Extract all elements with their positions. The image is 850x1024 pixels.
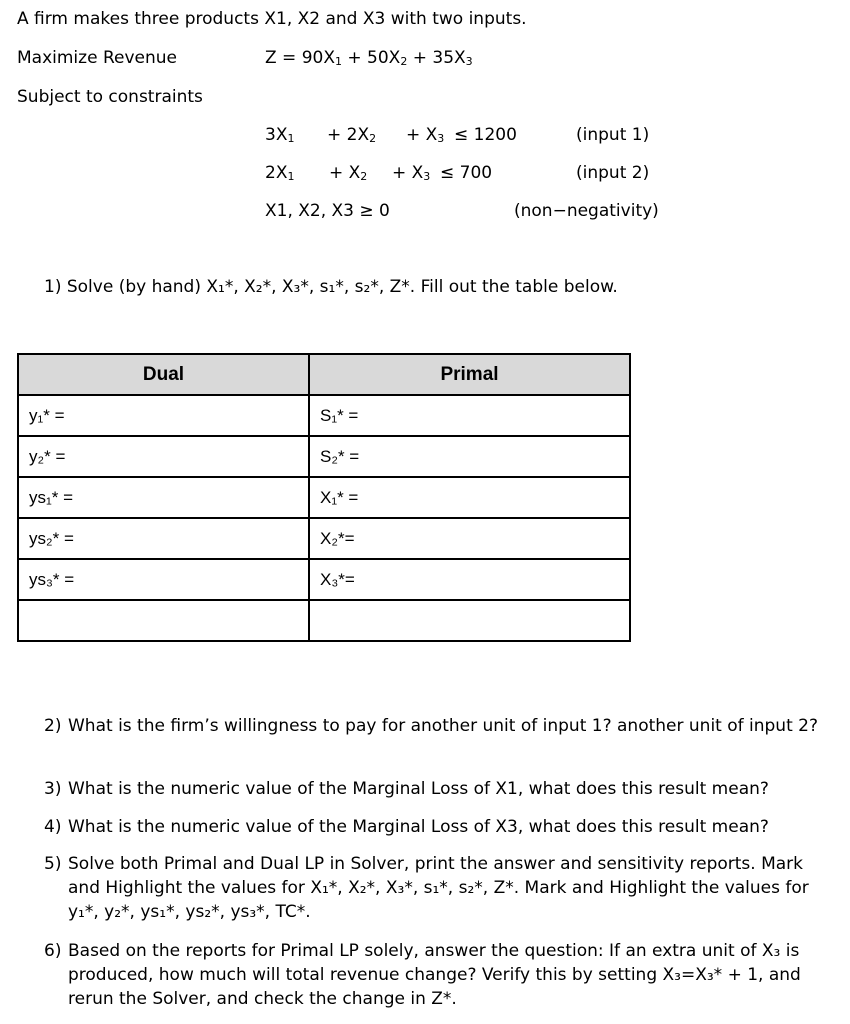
constraint-1-rhs: ≤ 1200 xyxy=(454,125,517,145)
constraint-2-term-a: $2X_1$ xyxy=(265,163,295,183)
table-row xyxy=(18,600,630,641)
table-row xyxy=(18,477,630,518)
nonnegativity-constraint: X1, X2, X3 ≥ 0 xyxy=(265,201,390,221)
constraint-1-term-b: + $2X_2$ xyxy=(327,125,377,145)
question-4 xyxy=(44,815,834,839)
question-number: 4) xyxy=(44,817,62,837)
question-number: 5) xyxy=(44,854,62,874)
primal-header: Primal xyxy=(309,354,630,395)
question-1 xyxy=(44,277,618,297)
primal-cell[interactable]: S₂* = xyxy=(309,436,630,477)
nonnegativity-note: (non−negativity) xyxy=(514,201,659,221)
dual-cell[interactable]: ys₃* = xyxy=(18,559,309,600)
constraint-2-rhs: ≤ 700 xyxy=(440,163,493,183)
question-text: What is the firm’s willingness to pay for another unit of input 1? another unit of input 2? xyxy=(68,716,818,736)
primal-cell[interactable]: X₂*= xyxy=(309,518,630,559)
dual-cell[interactable]: ys₂* = xyxy=(18,518,309,559)
objective-label: Maximize Revenue xyxy=(17,48,177,68)
dual-cell[interactable]: y₂* = xyxy=(18,436,309,477)
constraints-label: Subject to constraints xyxy=(17,87,203,107)
constraint-1-term-a: $3X_1$ xyxy=(265,125,295,145)
question-number: 6) xyxy=(44,941,62,961)
dual-cell[interactable] xyxy=(18,600,309,641)
primal-cell[interactable]: X₃*= xyxy=(309,559,630,600)
primal-cell[interactable]: X₁* = xyxy=(309,477,630,518)
table-row xyxy=(18,436,630,477)
table-row xyxy=(18,395,630,436)
table-header-row xyxy=(18,354,630,395)
question-5 xyxy=(44,852,834,924)
intro-text: A firm makes three products X1, X2 and X3 with two inputs. xyxy=(17,9,527,29)
dual-header: Dual xyxy=(18,354,309,395)
question-3 xyxy=(44,777,834,801)
dual-cell[interactable]: ys₁* = xyxy=(18,477,309,518)
constraint-2-term-b: + $X_2$ xyxy=(329,163,368,183)
primal-cell[interactable] xyxy=(309,600,630,641)
table-row xyxy=(18,518,630,559)
question-2 xyxy=(44,714,834,738)
objective-function: $Z = 90X_1 + 50X_2 + 35X_3$ xyxy=(265,48,473,68)
dual-primal-table xyxy=(17,353,631,642)
question-text: Based on the reports for Primal LP solely, answer the question: If an extra unit of X₃ is produced, how much will total revenue change? Verify this by setting X₃=X₃* + 1, and rerun the Solver, and check the change in Z*. xyxy=(68,941,801,1009)
dual-cell[interactable]: y₁* = xyxy=(18,395,309,436)
table-row xyxy=(18,559,630,600)
constraint-2-term-c: + $X_3$ xyxy=(392,163,431,183)
question-1-text: Solve (by hand) X₁*, X₂*, X₃*, s₁*, s₂*, Z*. Fill out the table below. xyxy=(66,277,618,297)
constraint-1-term-c: + $X_3$ xyxy=(406,125,445,145)
question-number: 2) xyxy=(44,716,62,736)
constraint-2-note: (input 2) xyxy=(576,163,650,183)
question-1-number: 1) xyxy=(44,277,62,297)
question-6 xyxy=(44,939,834,1011)
question-text: What is the numeric value of the Marginal Loss of X1, what does this result mean? xyxy=(68,779,769,799)
question-text: What is the numeric value of the Marginal Loss of X3, what does this result mean? xyxy=(68,817,769,837)
question-number: 3) xyxy=(44,779,62,799)
question-text: Solve both Primal and Dual LP in Solver, print the answer and sensitivity reports. Mark and Highlight the values for X₁*, X₂*, X₃*, s₁*, s₂*, Z*. Mark and Highlight the values for y₁*, y₂*, ys₁*, ys₂*, ys₃*, TC*. xyxy=(68,854,809,922)
primal-cell[interactable]: S₁* = xyxy=(309,395,630,436)
constraint-1-note: (input 1) xyxy=(576,125,650,145)
